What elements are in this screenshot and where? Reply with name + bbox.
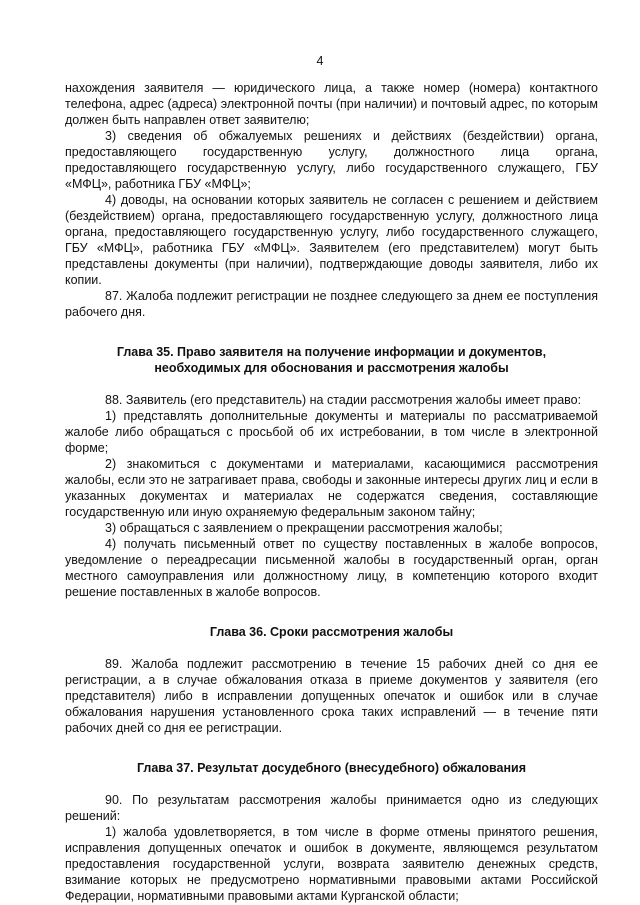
paragraph-90-item-1: 1) жалоба удовлетворяется, в том числе в форме отмены принятого решения, исправления допущенных опечаток и ошибок в документе, являющемся результатом предоставления государственной услуги, возврата заявителю денежных средств, взимание которых не предусмотрено нормативными правовыми актами Российской Федерации, нормативными правовыми актами Курганской области; (65, 825, 598, 903)
paragraph-contact-info: нахождения заявителя — юридического лица, а также номер (номера) контактного телефона, адрес (адреса) электронной почты (при наличии) и почтовый адрес, по которым должен быть направлен ответ заявителю; (65, 81, 598, 127)
paragraph-88-item-4: 4) получать письменный ответ по существу поставленных в жалобе вопросов, уведомление о переадресации письменной жалобы в государственный орган, орган местного самоуправления или должностному лицу, в компетенцию которого входит решение поставленных в жалобе вопросов. (65, 537, 598, 599)
paragraph-item-4: 4) доводы, на основании которых заявитель не согласен с решением и действием (бездействием) органа, предоставляющего государственную услугу, должностного лица органа, предоставляющего государственную услугу, либо государственного служащего, ГБУ «МФЦ», работника ГБУ «МФЦ». Заявителем (его представителем) могут быть представлены документы (при наличии), подтверждающие доводы заявителя, либо их копии. (65, 193, 598, 287)
paragraph-88: 88. Заявитель (его представитель) на стадии рассмотрения жалобы имеет право: (105, 393, 582, 407)
page-number: 4 (316, 54, 324, 68)
paragraph-87: 87. Жалоба подлежит регистрации не позднее следующего за днем ее поступления рабочего дня. (65, 289, 598, 319)
chapter-37-heading: Глава 37. Результат досудебного (внесудебного) обжалования (136, 761, 527, 775)
paragraph-88-item-1: 1) представлять дополнительные документы и материалы по рассматриваемой жалобе либо обращаться с просьбой об их истребовании, в том числе в электронной форме; (65, 409, 598, 455)
paragraph-88-item-2: 2) знакомиться с документами и материалами, касающимися рассмотрения жалобы, если это не затрагивает права, свободы и законные интересы других лиц и если в указанных документах и материалах не содержатся сведения, составляющие государственную или иную охраняемую федеральным законом тайну; (65, 457, 598, 519)
paragraph-90: 90. По результатам рассмотрения жалобы принимается одно из следующих решений: (65, 793, 598, 823)
chapter-35-heading-line-1: Глава 35. Право заявителя на получение информации и документов, (116, 345, 547, 359)
paragraph-88-item-3: 3) обращаться с заявлением о прекращении рассмотрения жалобы; (105, 521, 503, 535)
chapter-35-heading-line-2: необходимых для обоснования и рассмотрения жалобы (154, 361, 509, 375)
document-body (65, 80, 598, 904)
paragraph-item-3: 3) сведения об обжалуемых решениях и действиях (бездействии) органа, предоставляющего государственную услугу, должностного лица органа, предоставляющего государственную услугу, либо государственного служащего, ГБУ «МФЦ», работника ГБУ «МФЦ»; (65, 129, 598, 191)
chapter-35-heading (65, 344, 598, 376)
chapter-36-heading: Глава 36. Сроки рассмотрения жалобы (209, 625, 454, 639)
paragraph-89: 89. Жалоба подлежит рассмотрению в течение 15 рабочих дней со дня ее регистрации, а в случае обжалования отказа в приеме документов у заявителя (его представителя) либо в исправлении допущенных опечаток и ошибок или в случае обжалования нарушения установленного срока таких исправлений — в течение пяти рабочих дней со дня ее регистрации. (65, 657, 598, 735)
